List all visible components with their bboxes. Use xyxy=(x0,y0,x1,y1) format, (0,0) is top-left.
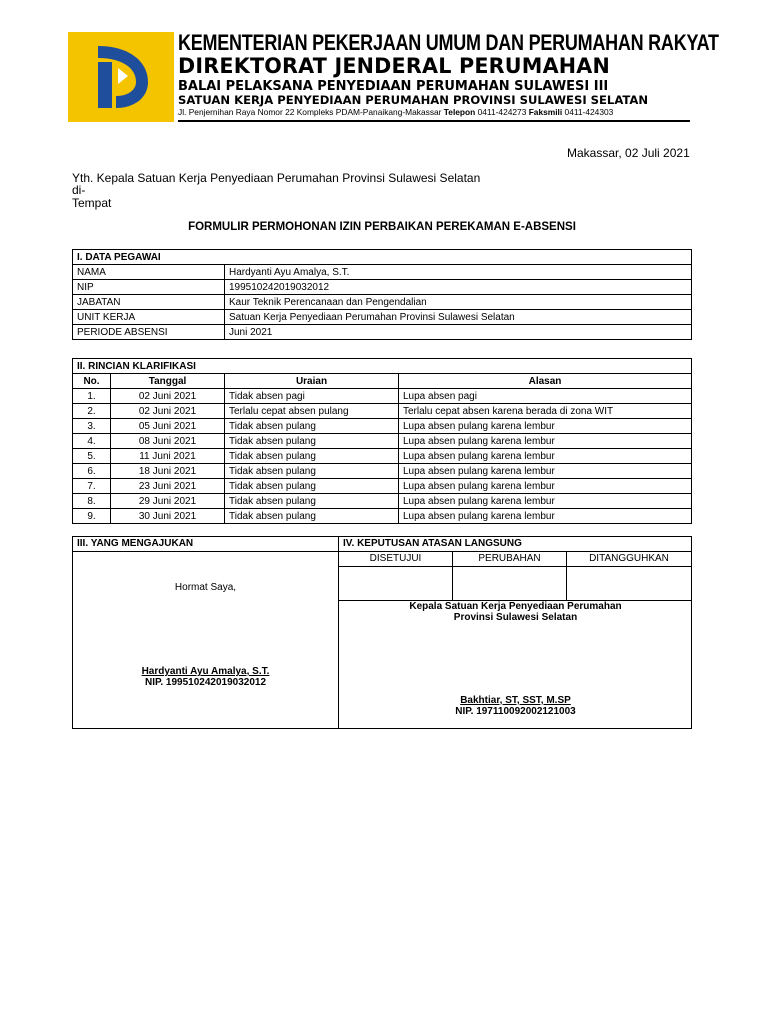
applicant-cell xyxy=(73,552,339,729)
letter-at: di- xyxy=(72,183,86,197)
cell-no: 9. xyxy=(73,509,111,524)
cell-alasan: Lupa absen pulang karena lembur xyxy=(399,434,692,449)
cell-no: 7. xyxy=(73,479,111,494)
table-row xyxy=(73,389,692,404)
section4-heading: IV. KEPUTUSAN ATASAN LANGSUNG xyxy=(339,537,692,552)
fax-number: 0411-424303 xyxy=(564,107,614,117)
table-row xyxy=(73,494,692,509)
cell-tanggal: 08 Juni 2021 xyxy=(111,434,225,449)
cell-tanggal: 30 Juni 2021 xyxy=(111,509,225,524)
table-row xyxy=(73,434,692,449)
table-row xyxy=(73,310,692,325)
cell-no: 2. xyxy=(73,404,111,419)
col-header-alasan: Alasan xyxy=(399,374,692,389)
phone-label: Telepon xyxy=(443,107,476,117)
cell-no: 3. xyxy=(73,419,111,434)
field-value: Satuan Kerja Penyediaan Perumahan Provinsi Sulawesi Selatan xyxy=(225,310,692,325)
cell-tanggal: 11 Juni 2021 xyxy=(111,449,225,464)
field-key: NAMA xyxy=(73,265,225,280)
letterhead-ministry: KEMENTERIAN PEKERJAAN UMUM DAN PERUMAHAN RAKYAT xyxy=(178,30,719,55)
cell-tanggal: 23 Juni 2021 xyxy=(111,479,225,494)
cell-uraian: Tidak absen pulang xyxy=(225,464,399,479)
cell-tanggal: 05 Juni 2021 xyxy=(111,419,225,434)
letterhead-divider xyxy=(178,120,690,122)
table-row xyxy=(73,419,692,434)
table-row xyxy=(73,280,692,295)
field-value: 199510242019032012 xyxy=(225,280,692,295)
field-key: PERIODE ABSENSI xyxy=(73,325,225,340)
col-header-no: No. xyxy=(73,374,111,389)
letter-place: Tempat xyxy=(72,196,112,210)
letterhead-directorate: DIREKTORAT JENDERAL PERUMAHAN xyxy=(178,54,610,78)
checkbox-perubahan[interactable] xyxy=(453,567,567,601)
letterhead-satker: SATUAN KERJA PENYEDIAAN PERUMAHAN PROVINSI SULAWESI SELATAN xyxy=(178,93,649,107)
checkbox-disetujui[interactable] xyxy=(339,567,453,601)
fax-label: Faksmili xyxy=(528,107,563,117)
cell-alasan: Lupa absen pulang karena lembur xyxy=(399,464,692,479)
cell-uraian: Terlalu cepat absen pulang xyxy=(225,404,399,419)
supervisor-title-line2: Provinsi Sulawesi Selatan xyxy=(453,612,578,623)
option-perubahan: PERUBAHAN xyxy=(453,552,567,567)
cell-uraian: Tidak absen pulang xyxy=(225,479,399,494)
section1-heading: I. DATA PEGAWAI xyxy=(73,250,692,265)
applicant-name: Hardyanti Ayu Amalya, S.T. xyxy=(141,666,270,677)
cell-uraian: Tidak absen pagi xyxy=(225,389,399,404)
table-row xyxy=(73,464,692,479)
table-row xyxy=(73,265,692,280)
applicant-nip: NIP. 199510242019032012 xyxy=(144,677,267,688)
field-key: UNIT KERJA xyxy=(73,310,225,325)
cell-uraian: Tidak absen pulang xyxy=(225,494,399,509)
phone-number: 0411-424273 xyxy=(477,107,527,117)
cell-alasan: Lupa absen pulang karena lembur xyxy=(399,509,692,524)
letter-date: Makassar, 02 Juli 2021 xyxy=(567,146,690,160)
field-key: JABATAN xyxy=(73,295,225,310)
cell-no: 1. xyxy=(73,389,111,404)
table-row xyxy=(73,404,692,419)
clarification-table xyxy=(72,358,692,524)
cell-tanggal: 02 Juni 2021 xyxy=(111,389,225,404)
employee-data-table xyxy=(72,249,692,340)
table-row xyxy=(73,449,692,464)
cell-no: 8. xyxy=(73,494,111,509)
address-text: Jl. Penjernihan Raya Nomor 22 Kompleks PDAM-Panaikang-Makassar xyxy=(178,107,442,117)
cell-alasan: Lupa absen pulang karena lembur xyxy=(399,494,692,509)
cell-tanggal: 18 Juni 2021 xyxy=(111,464,225,479)
table-row xyxy=(73,325,692,340)
cell-no: 6. xyxy=(73,464,111,479)
cell-alasan: Lupa absen pulang karena lembur xyxy=(399,419,692,434)
cell-alasan: Lupa absen pulang karena lembur xyxy=(399,449,692,464)
option-disetujui: DISETUJUI xyxy=(339,552,453,567)
supervisor-title-line1: Kepala Satuan Kerja Penyediaan Perumahan xyxy=(409,601,622,612)
cell-alasan: Lupa absen pulang karena lembur xyxy=(399,479,692,494)
field-value: Kaur Teknik Perencanaan dan Pengendalian xyxy=(225,295,692,310)
section3-heading: III. YANG MENGAJUKAN xyxy=(73,537,339,552)
cell-alasan: Terlalu cepat absen karena berada di zona WIT xyxy=(399,404,692,419)
col-header-uraian: Uraian xyxy=(225,374,399,389)
col-header-tanggal: Tanggal xyxy=(111,374,225,389)
checkbox-ditangguhkan[interactable] xyxy=(567,567,692,601)
cell-tanggal: 02 Juni 2021 xyxy=(111,404,225,419)
supervisor-nip: NIP. 197110092002121003 xyxy=(455,706,576,717)
field-value: Juni 2021 xyxy=(225,325,692,340)
cell-uraian: Tidak absen pulang xyxy=(225,449,399,464)
cell-tanggal: 29 Juni 2021 xyxy=(111,494,225,509)
letterhead-balai: BALAI PELAKSANA PENYEDIAAN PERUMAHAN SULAWESI III xyxy=(178,79,609,94)
supervisor-name: Bakhtiar, ST, SST, M.SP xyxy=(460,695,571,706)
letter-recipient: Yth. Kepala Satuan Kerja Penyediaan Perumahan Provinsi Sulawesi Selatan xyxy=(72,171,481,185)
form-title: FORMULIR PERMOHONAN IZIN PERBAIKAN PEREKAMAN E-ABSENSI xyxy=(188,221,576,233)
ministry-logo xyxy=(68,32,174,122)
applicant-greeting: Hormat Saya, xyxy=(174,582,237,593)
field-value: Hardyanti Ayu Amalya, S.T. xyxy=(225,265,692,280)
cell-no: 5. xyxy=(73,449,111,464)
table-row xyxy=(73,479,692,494)
cell-uraian: Tidak absen pulang xyxy=(225,419,399,434)
section2-heading: II. RINCIAN KLARIFIKASI xyxy=(73,359,692,374)
field-key: NIP xyxy=(73,280,225,295)
cell-uraian: Tidak absen pulang xyxy=(225,509,399,524)
cell-no: 4. xyxy=(73,434,111,449)
cell-uraian: Tidak absen pulang xyxy=(225,434,399,449)
option-ditangguhkan: DITANGGUHKAN xyxy=(567,552,692,567)
cell-alasan: Lupa absen pagi xyxy=(399,389,692,404)
letterhead-address xyxy=(178,108,613,116)
table-row xyxy=(73,295,692,310)
table-row xyxy=(73,509,692,524)
